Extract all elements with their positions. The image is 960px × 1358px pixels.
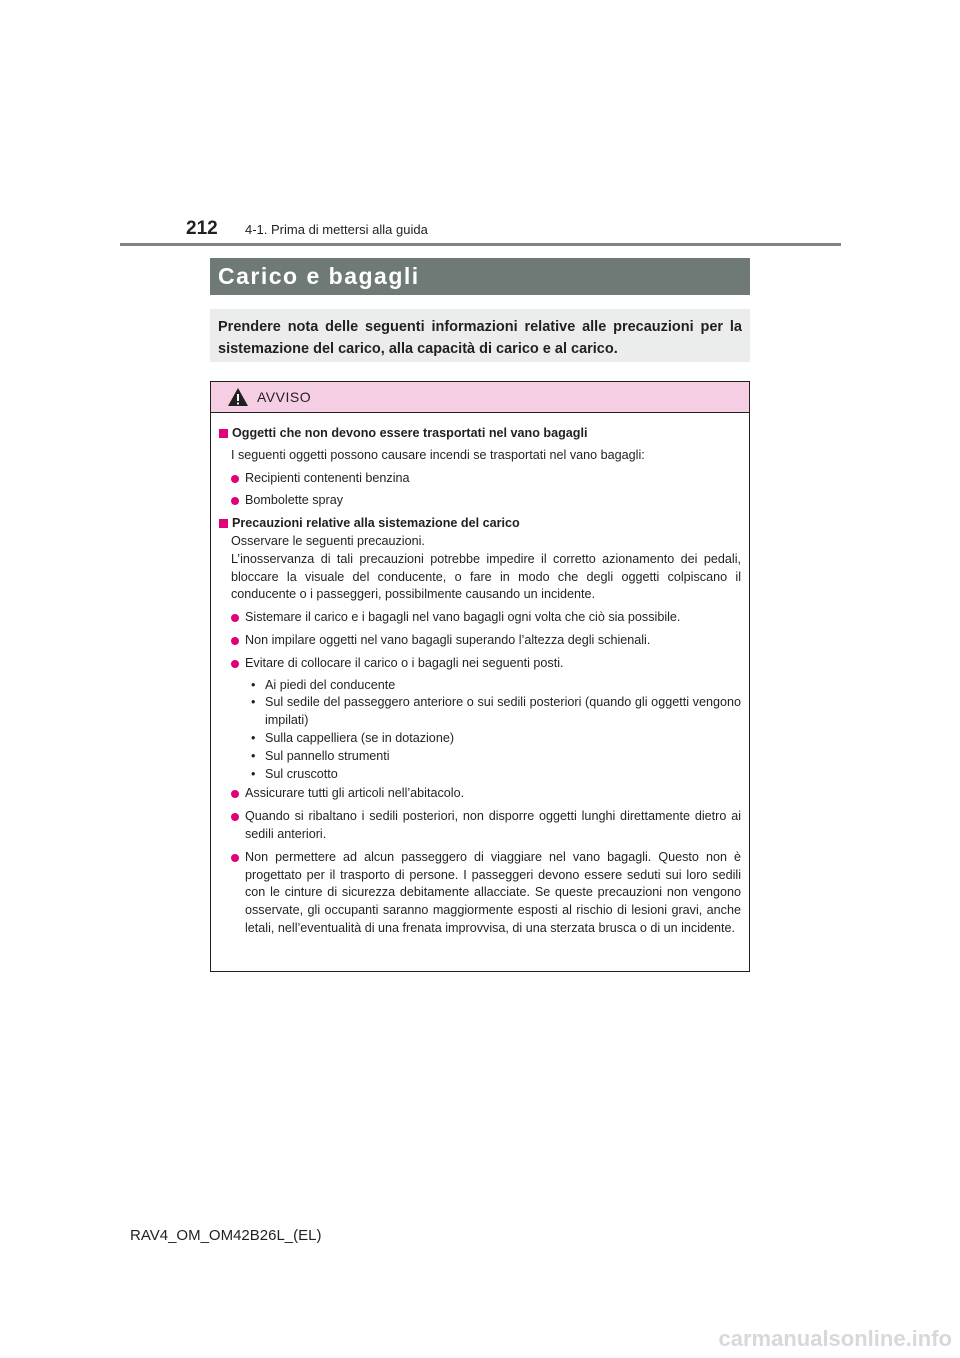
sub-list	[219, 677, 741, 784]
list-item	[219, 849, 741, 938]
list-item	[219, 492, 741, 510]
sub-list-item	[219, 730, 741, 748]
bullet-dot-icon	[231, 790, 239, 798]
warning-triangle-icon	[227, 387, 249, 407]
square-bullet-icon	[219, 519, 228, 528]
bullet-dot-icon	[231, 475, 239, 483]
header-rule	[120, 243, 841, 246]
paragraph: Osservare le seguenti precauzioni.	[231, 533, 425, 548]
list-item-text: Non permettere ad alcun passeggero di viaggiare nel vano bagagli. Questo non è progettato per il trasporto di persone. I passeggeri devono essere seduti sui loro sedili con le cinture di sicurezza debitamente allacciate. Se queste precauzioni non vengono osservate, gli occupanti saranno maggiormente esposti al rischio di lesioni gravi, anche letali, nell’eventualità di una frenata improvvisa, di una sterzata brusca o di un incidente.	[245, 849, 741, 935]
warning-section-heading	[219, 425, 741, 443]
list-item-text: Non impilare oggetti nel vano bagagli superando l’altezza degli schienali.	[245, 632, 651, 647]
intro-box: Prendere nota delle seguenti informazioni relative alle precauzioni per la sistemazione del carico, alla capacità di carico e al carico.	[210, 309, 750, 362]
sub-list-item	[219, 677, 741, 695]
heading-text: Oggetti che non devono essere trasportati nel vano bagagli	[232, 426, 588, 440]
sub-list-item-text: Sul sedile del passeggero anteriore o sui sedili posteriori (quando gli oggetti vengono impilati)	[265, 695, 741, 728]
paragraph: L’inosservanza di tali precauzioni potrebbe impedire il corretto azionamento dei pedali, bloccare la visuale del conducente, o fare in modo che degli oggetti colpiscano il conducente o i passeggeri, possibilmente causando un incidente.	[231, 551, 741, 602]
warning-header	[211, 382, 749, 413]
list-item	[219, 808, 741, 844]
heading-text: Precauzioni relative alla sistemazione del carico	[232, 516, 520, 531]
sub-list-item-text: Sul cruscotto	[265, 766, 338, 781]
list-item-text: Recipienti contenenti benzina	[245, 470, 410, 485]
list-item	[219, 609, 741, 627]
paragraph: I seguenti oggetti possono causare incendi se trasportati nel vano bagagli:	[231, 447, 645, 462]
sub-list-item-text: Ai piedi del conducente	[265, 677, 396, 692]
list-item-text: Evitare di collocare il carico o i bagagli nei seguenti posti.	[245, 655, 564, 670]
bullet-dot-icon	[231, 813, 239, 821]
list-item-text: Sistemare il carico e i bagagli nel vano bagagli ogni volta che ciò sia possibile.	[245, 610, 681, 625]
bullet-dot-icon	[231, 637, 239, 645]
bullet-dot-icon	[231, 614, 239, 622]
sub-bullet-marker: •	[251, 677, 256, 692]
page-number: 212	[186, 218, 218, 239]
warning-body	[211, 413, 749, 938]
warning-section-heading	[219, 515, 741, 533]
sub-bullet-marker: •	[251, 748, 256, 763]
sub-bullet-marker: •	[251, 730, 256, 745]
list-item-text: Quando si ribaltano i sedili posteriori, non disporre oggetti lunghi direttamente dietro ai sedili anteriori.	[245, 809, 741, 841]
section-title-bar	[210, 258, 750, 295]
warning-box	[210, 381, 750, 972]
list-item	[219, 785, 741, 803]
section-reference: 4-1. Prima di mettersi alla guida	[245, 222, 428, 237]
warning-label: AVVISO	[257, 389, 312, 405]
bullet-dot-icon	[231, 497, 239, 505]
list-item	[219, 470, 741, 488]
list-item-text: Bombolette spray	[245, 493, 344, 508]
sub-list-item-text: Sul pannello strumenti	[265, 748, 390, 763]
sub-list-item	[219, 748, 741, 766]
square-bullet-icon	[219, 429, 228, 438]
bullet-dot-icon	[231, 854, 239, 862]
sub-list-item	[219, 694, 741, 730]
sub-bullet-marker: •	[251, 695, 256, 710]
list-item-text: Assicurare tutti gli articoli nell’abitacolo.	[245, 786, 465, 801]
sub-bullet-marker: •	[251, 766, 256, 781]
sub-list-item-text: Sulla cappelliera (se in dotazione)	[265, 730, 455, 745]
bullet-dot-icon	[231, 660, 239, 668]
list-item	[219, 632, 741, 650]
watermark: carmanualsonline.info	[718, 1326, 952, 1351]
section-title: Carico e bagagli	[218, 263, 420, 289]
list-item	[219, 655, 741, 673]
document-code: RAV4_OM_OM42B26L_(EL)	[130, 1227, 322, 1244]
sub-list-item	[219, 766, 741, 784]
